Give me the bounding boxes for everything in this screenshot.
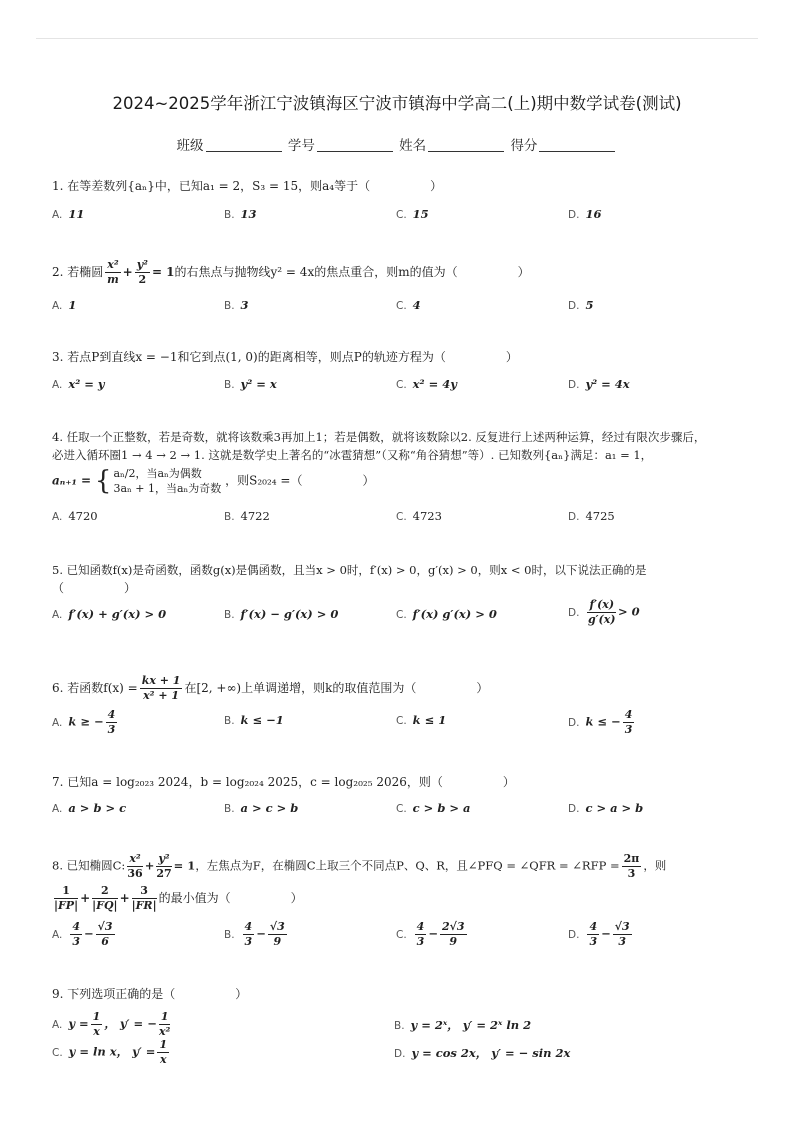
field-class-blank[interactable] [206, 151, 282, 152]
fraction: $\frac{\text{y²}}{2}$ [136, 258, 148, 286]
question-8-option-d[interactable]: D. $\frac{4}{3}$ − $\frac{√3}{3}$ [568, 920, 630, 948]
question-7-option-c[interactable]: C. c > b > a [396, 801, 471, 815]
question-4-option-c[interactable]: C. 4723 [396, 509, 442, 523]
question-1-stem: 1. 在等差数列{aₙ}中，已知a₁ = 2，S₃ = 15，则a₄等于（ ） [52, 179, 443, 193]
question-5-stem-line-2: （ ） [52, 581, 137, 595]
question-1-option-d[interactable] [568, 206, 601, 223]
case-odd: 3aₙ + 1，当aₙ为奇数 [113, 482, 222, 495]
option-text: 15 [412, 207, 429, 221]
option-text: 16 [585, 207, 602, 221]
option-label: B. [224, 209, 235, 221]
question-5-option-c[interactable]: C. f′(x) g′(x) > 0 [396, 607, 497, 621]
question-2-option-b[interactable]: B. 3 [224, 298, 249, 312]
stem-text: 6. 若函数f(x) = [52, 681, 138, 695]
question-4-option-a[interactable]: A. 4720 [52, 509, 98, 523]
question-3-option-d[interactable]: D. y² = 4x [568, 377, 630, 391]
fraction: $\frac{\text{x²}}{36}$ [127, 852, 143, 880]
question-5-option-d[interactable]: D. $\frac{f'(x)}{g'(x)}$ > 0 [568, 598, 640, 626]
question-5-stem-line-1: 5. 已知函数f(x)是奇函数，函数g(x)是偶函数，且当x > 0时，f′(x) > 0，g′(x) > 0，则x < 0时，以下说法正确的是 [52, 563, 647, 577]
fraction: $\frac{3}{|FR|}$ [131, 884, 157, 912]
fraction: $\frac{f'(x)}{g'(x)}$ [587, 598, 616, 626]
question-3-option-a[interactable]: A. x² = y [52, 377, 105, 391]
question-8-option-a[interactable]: A. $\frac{4}{3}$ − $\frac{√3}{6}$ [52, 920, 113, 948]
question-4-stem-line-2: 必进入循环圈1 → 4 → 2 → 1. 这就是数学史上著名的“冰雹猜想”（又称“角谷猜想”等）. 已知数列{aₙ}满足：a₁ = 1， [52, 448, 653, 462]
stem-text: ，则S₂₀₂₄ =（ ） [225, 473, 375, 488]
question-2-option-c[interactable]: C. 4 [396, 298, 421, 312]
question-4-stem-line-1: 4. 任取一个正整数，若是奇数，就将该数乘3再加上1；若是偶数，就将该数除以2. 反复进行上述两种运算，经过有限次步骤后， [52, 430, 706, 444]
question-9-stem: 9. 下列选项正确的是（ ） [52, 987, 248, 1001]
stem-text: 的右焦点与抛物线y² = 4x的焦点重合，则m的值为（ ） [174, 265, 530, 279]
student-info-line [0, 134, 794, 154]
question-9-option-c[interactable]: C. y = ln x， y′ = $\frac{1}{x}$ [52, 1038, 168, 1066]
field-score-label: 得分 [510, 138, 538, 154]
question-1-option-a[interactable] [52, 206, 84, 223]
top-rule [36, 38, 758, 39]
fraction: $\frac{\text{y²}}{27}$ [156, 852, 172, 880]
piecewise-brace: { aₙ/2，当aₙ为偶数 3aₙ + 1，当aₙ为奇数 [94, 466, 222, 496]
question-4-recurrence [52, 466, 752, 496]
field-id-label: 学号 [287, 138, 315, 154]
stem-text: 2. 若椭圆 [52, 265, 104, 279]
field-id-blank[interactable] [317, 151, 393, 152]
question-4-option-b[interactable]: B. 4722 [224, 509, 270, 523]
stem-text: 8. 已知椭圆C: [52, 858, 126, 873]
fraction: $\frac{\text{x²}}{m}$ [107, 258, 119, 286]
question-8-option-c[interactable]: C. $\frac{4}{3}$ − $\frac{2√3}{9}$ [396, 920, 465, 948]
option-text: 11 [68, 207, 85, 221]
fraction: $\frac{2\pi}{3}$ [623, 852, 640, 880]
question-9-option-a[interactable]: A. y = $\frac{1}{x}$ ， y′ = − $\frac{1}{\text{x²}}$ [52, 1010, 171, 1038]
question-2-option-a[interactable]: A. 1 [52, 298, 77, 312]
field-name-label: 姓名 [399, 138, 427, 154]
question-7-option-a[interactable]: A. a > b > c [52, 801, 127, 815]
question-8-stem-line-1: 8. 已知椭圆C: $\frac{\text{x²}}{36}$ + $\frac{\text{y²}}{27}$ = 1，左焦点为F，在椭圆C上取三个不同点P、Q、R，且∠PFQ = ∠QFR = ∠RFP = $\frac{2\pi}{3}$ ，则 [52, 852, 667, 880]
question-9-option-d[interactable]: D. y = cos 2x， y′ = − sin 2x [394, 1046, 571, 1060]
stem-text: 的最小值为（ ） [158, 891, 303, 905]
option-label: C. [396, 209, 407, 221]
question-2-stem: 2. 若椭圆 $\frac{\text{x²}}{m}$ + $\frac{\text{y²}}{2}$ = 1的右焦点与抛物线y² = 4x的焦点重合，则m的值为（ ） [52, 258, 530, 286]
question-6-option-d[interactable]: D. k ≤ − $\frac{4}{3}$ [568, 708, 633, 736]
fraction: $\frac{4}{3}$ [624, 708, 633, 736]
field-score-blank[interactable] [539, 151, 615, 152]
question-3-option-b[interactable]: B. y² = x [224, 377, 277, 391]
question-5-option-a[interactable]: A. f′(x) + g′(x) > 0 [52, 607, 167, 621]
question-4-option-d[interactable]: D. 4725 [568, 509, 615, 523]
option-label: A. [52, 209, 63, 221]
stem-text: 在[2, +∞)上单调递增，则k的取值范围为（ ） [184, 681, 489, 695]
question-6-stem [52, 674, 752, 703]
option-text: 13 [240, 207, 257, 221]
question-1-option-b[interactable] [224, 206, 257, 223]
question-7-stem: 7. 已知a = log₂₀₂₃ 2024，b = log₂₀₂₄ 2025，c = log₂₀₂₅ 2026，则（ ） [52, 775, 515, 789]
fraction: $\frac{4}{3}$ [107, 708, 116, 736]
question-1-option-c[interactable] [396, 206, 429, 223]
fraction: $\frac{2}{|FQ|}$ [92, 884, 118, 912]
exam-title: 2024~2025学年浙江宁波镇海区宁波市镇海中学高二(上)期中数学试卷(测试) [112, 94, 682, 113]
fraction: $\frac{kx + 1}{\text{x² + 1}}$ [141, 674, 181, 702]
stem-text: ，则 [643, 858, 667, 873]
question-7-option-d[interactable]: D. c > a > b [568, 801, 644, 815]
question-5-option-b[interactable]: B. f′(x) − g′(x) > 0 [224, 607, 339, 621]
question-8-option-b[interactable]: B. $\frac{4}{3}$ − $\frac{√3}{9}$ [224, 920, 285, 948]
field-name-blank[interactable] [428, 151, 504, 152]
question-2-option-d[interactable]: D. 5 [568, 298, 594, 312]
question-8-stem-line-2: $\frac{1}{|FP|}$ + $\frac{2}{|FQ|}$ + $\frac{3}{|FR|}$ 的最小值为（ ） [54, 884, 303, 912]
question-3-stem: 3. 若点P到直线x = −1和它到点(1, 0)的距离相等，则点P的轨迹方程为（ ） [52, 350, 518, 364]
option-label: D. [568, 209, 580, 221]
case-even: aₙ/2，当aₙ为偶数 [113, 467, 202, 480]
field-class-label: 班级 [176, 138, 204, 154]
question-6-option-c[interactable]: C. k ≤ 1 [396, 713, 447, 727]
stem-text: ，左焦点为F，在椭圆C上取三个不同点P、Q、R，且∠PFQ = ∠QFR = ∠RFP = [195, 858, 620, 873]
question-3-option-c[interactable]: C. x² = 4y [396, 377, 457, 391]
question-9-option-b[interactable]: B. y = 2ˣ， y′ = 2ˣ ln 2 [394, 1018, 532, 1032]
recurrence-lhs: aₙ₊₁ = [52, 473, 92, 488]
question-7-option-b[interactable]: B. a > c > b [224, 801, 299, 815]
question-6-option-b[interactable]: B. k ≤ −1 [224, 713, 284, 727]
question-6-option-a[interactable]: A. k ≥ − $\frac{4}{3}$ [52, 708, 116, 736]
fraction: $\frac{1}{|FP|}$ [54, 884, 79, 912]
